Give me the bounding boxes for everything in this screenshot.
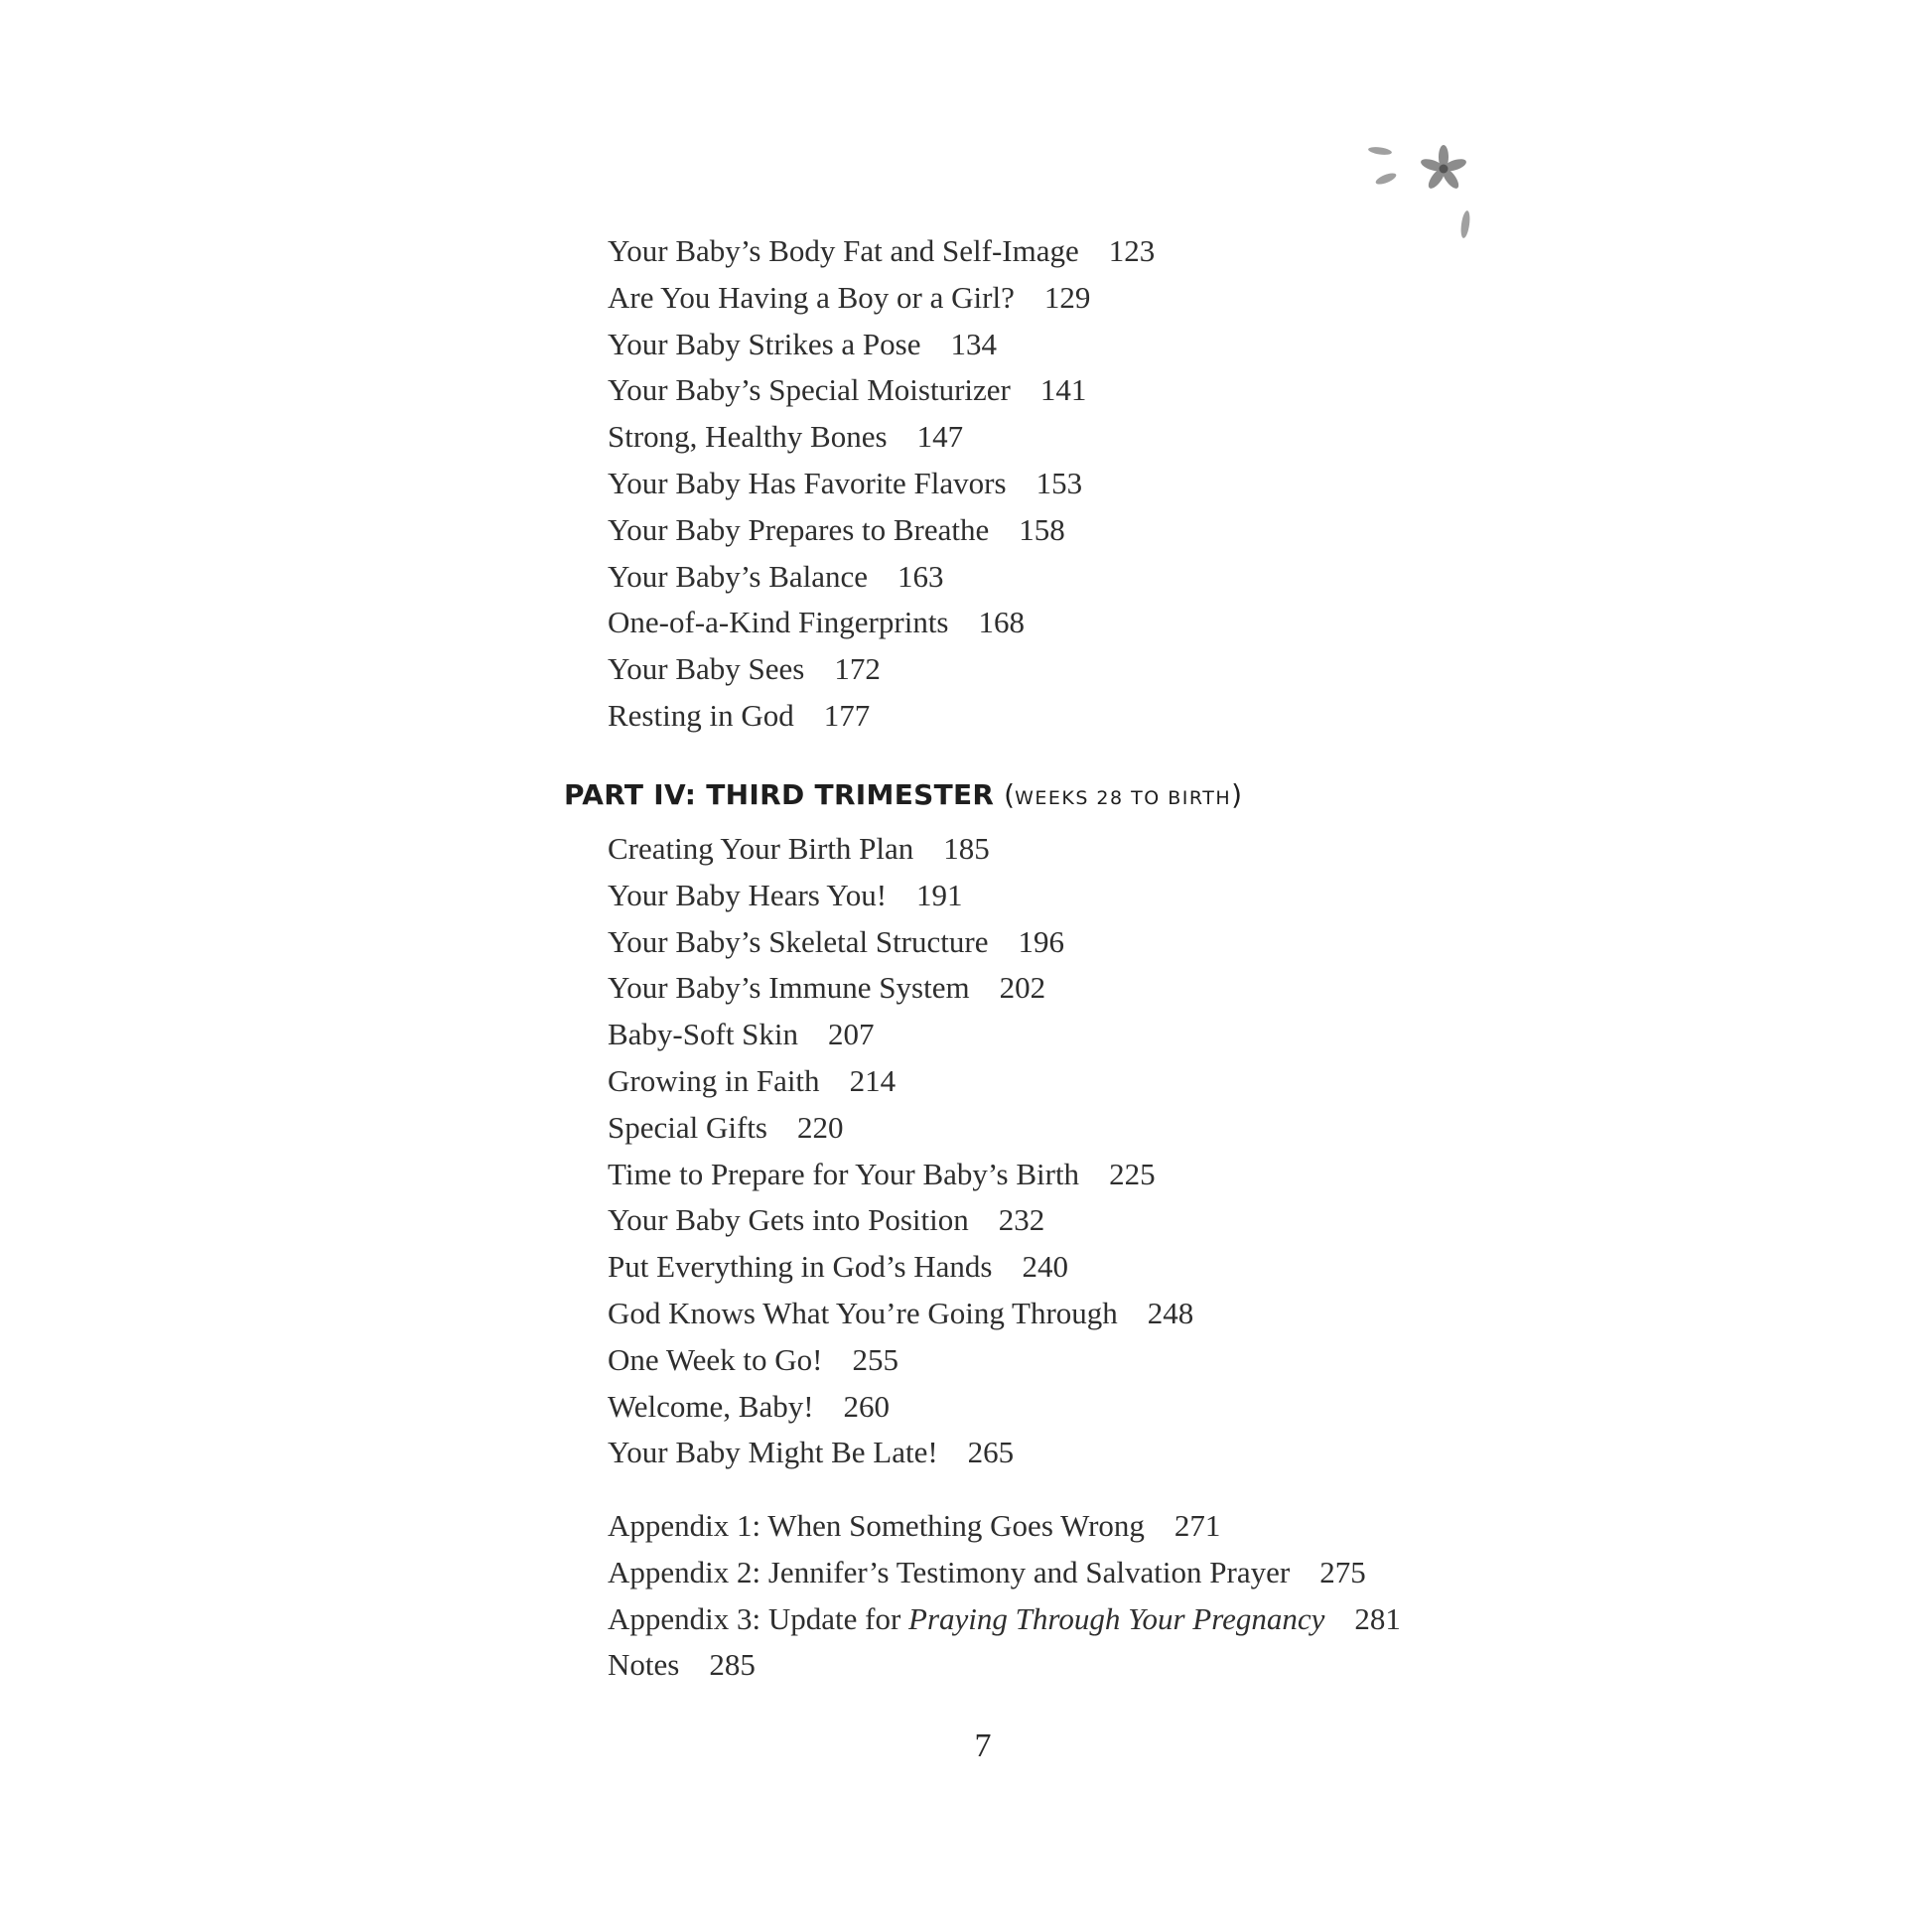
toc-entry-page: 240 <box>1022 1249 1068 1285</box>
toc-entry[interactable] <box>608 646 1155 693</box>
toc-entry-title: Baby-Soft Skin <box>608 1017 799 1052</box>
toc-entry-page: 271 <box>1173 1508 1221 1543</box>
toc-entry[interactable] <box>608 1596 1401 1643</box>
toc-entry-title: One-of-a-Kind Fingerprints <box>608 605 949 640</box>
toc-entry-page: 163 <box>897 558 944 594</box>
toc-entry[interactable] <box>608 1058 1193 1105</box>
toc-entry-title: Your Baby Prepares to Breathe <box>608 511 990 547</box>
toc-entry[interactable] <box>608 965 1193 1012</box>
toc-entry-title: Welcome, Baby! <box>608 1388 814 1424</box>
toc-entry-title: Put Everything in God’s Hands <box>608 1249 993 1285</box>
toc-entry-title: Resting in God <box>608 697 794 733</box>
toc-entry-page: 207 <box>828 1017 875 1052</box>
toc-entry-title: Strong, Healthy Bones <box>608 419 888 455</box>
part-heading-open-paren: ( <box>1004 778 1016 811</box>
toc-entry-page: 177 <box>823 697 871 733</box>
toc-entry-title: God Knows What You’re Going Through <box>608 1295 1118 1330</box>
toc-entry[interactable] <box>608 461 1155 507</box>
toc-entry[interactable] <box>608 1244 1193 1291</box>
toc-entry-page: 225 <box>1109 1156 1156 1191</box>
toc-entry-page: 281 <box>1354 1600 1401 1636</box>
toc-entry-title: Notes <box>608 1647 680 1683</box>
toc-entry-page: 255 <box>852 1341 898 1377</box>
part-heading-title: PART IV: THIRD TRIMESTER <box>564 778 995 811</box>
flower-icon <box>1360 139 1479 248</box>
toc-entry[interactable] <box>608 1642 1401 1689</box>
toc-entry[interactable] <box>608 1503 1401 1550</box>
toc-entry-page: 202 <box>999 970 1046 1006</box>
toc-entry-title: Are You Having a Boy or a Girl? <box>608 279 1015 315</box>
toc-entry[interactable] <box>608 507 1155 554</box>
toc-entry[interactable] <box>608 600 1155 646</box>
toc-section-continued <box>608 228 1155 740</box>
toc-entry[interactable] <box>608 367 1155 414</box>
toc-entry[interactable] <box>608 826 1193 873</box>
toc-entry[interactable] <box>608 414 1155 461</box>
toc-entry[interactable] <box>608 1105 1193 1152</box>
toc-entry-page: 158 <box>1019 511 1065 547</box>
toc-entry[interactable] <box>608 693 1155 740</box>
toc-entry[interactable] <box>608 1430 1193 1476</box>
toc-entry-page: 248 <box>1147 1295 1194 1330</box>
toc-entry-title: Your Baby Sees <box>608 651 805 687</box>
toc-entry-page: 196 <box>1018 923 1064 959</box>
toc-entry-title: Your Baby Hears You! <box>608 877 888 912</box>
toc-entry-title: Appendix 2: Jennifer’s Testimony and Salvation Prayer <box>608 1554 1291 1589</box>
toc-entry-page: 260 <box>843 1388 891 1424</box>
toc-entry-page: 232 <box>998 1202 1045 1238</box>
toc-entry-title: Your Baby Gets into Position <box>608 1202 969 1238</box>
toc-entry[interactable] <box>608 873 1193 919</box>
toc-entry[interactable] <box>608 1384 1193 1431</box>
toc-entry[interactable] <box>608 919 1193 966</box>
toc-entry-page: 220 <box>797 1109 844 1145</box>
toc-entry-page: 123 <box>1108 233 1156 268</box>
toc-entry-page: 214 <box>849 1062 897 1098</box>
toc-entry[interactable] <box>608 554 1155 601</box>
toc-entry[interactable] <box>608 275 1155 322</box>
part-heading-subtitle: WEEKS 28 TO BIRTH <box>1015 787 1232 809</box>
part-heading[interactable] <box>564 774 1242 818</box>
toc-entry-page: 168 <box>978 605 1025 640</box>
toc-entry[interactable] <box>608 1337 1193 1384</box>
toc-entry-title: One Week to Go! <box>608 1341 823 1377</box>
toc-entry-title: Your Baby’s Immune System <box>608 970 970 1006</box>
toc-entry-title: Appendix 3: Update for <box>608 1600 901 1636</box>
toc-section-part-iv <box>608 826 1193 1476</box>
toc-entry[interactable] <box>608 228 1155 275</box>
toc-entry[interactable] <box>608 1291 1193 1337</box>
toc-entry-page: 265 <box>967 1435 1015 1470</box>
toc-entry-page: 134 <box>950 326 997 361</box>
toc-entry-page: 285 <box>709 1647 756 1683</box>
toc-entry-title: Your Baby’s Skeletal Structure <box>608 923 989 959</box>
toc-entry-page: 191 <box>916 877 963 912</box>
toc-entry-title: Appendix 1: When Something Goes Wrong <box>608 1508 1145 1543</box>
toc-entry-title: Your Baby’s Body Fat and Self-Image <box>608 233 1079 268</box>
toc-entry-page: 141 <box>1039 372 1087 408</box>
toc-entry[interactable] <box>608 1197 1193 1244</box>
toc-entry-title-italic: Praying Through Your Pregnancy <box>908 1600 1325 1636</box>
toc-entry-page: 129 <box>1043 279 1091 315</box>
toc-entry-title: Creating Your Birth Plan <box>608 831 914 866</box>
toc-entry-page: 147 <box>916 419 964 455</box>
toc-entry-page: 275 <box>1319 1554 1366 1589</box>
toc-entry-page: 172 <box>834 651 881 687</box>
toc-section-backmatter <box>608 1503 1401 1689</box>
page-number: 7 <box>974 1727 992 1764</box>
toc-entry[interactable] <box>608 1012 1193 1058</box>
toc-entry-title: Your Baby Has Favorite Flavors <box>608 465 1007 500</box>
toc-entry[interactable] <box>608 1550 1401 1596</box>
toc-entry-title: Your Baby Strikes a Pose <box>608 326 921 361</box>
toc-entry-page: 185 <box>943 831 990 866</box>
toc-entry[interactable] <box>608 1152 1193 1198</box>
toc-entry-title: Your Baby Might Be Late! <box>608 1435 938 1470</box>
part-heading-close-paren: ) <box>1231 778 1243 811</box>
toc-entry-page: 153 <box>1035 465 1083 500</box>
toc-entry-title: Time to Prepare for Your Baby’s Birth <box>608 1156 1080 1191</box>
toc-entry-title: Special Gifts <box>608 1109 767 1145</box>
toc-entry[interactable] <box>608 322 1155 368</box>
toc-entry-title: Your Baby’s Balance <box>608 558 869 594</box>
toc-entry-title: Your Baby’s Special Moisturizer <box>608 372 1011 408</box>
toc-entry-title: Growing in Faith <box>608 1062 820 1098</box>
